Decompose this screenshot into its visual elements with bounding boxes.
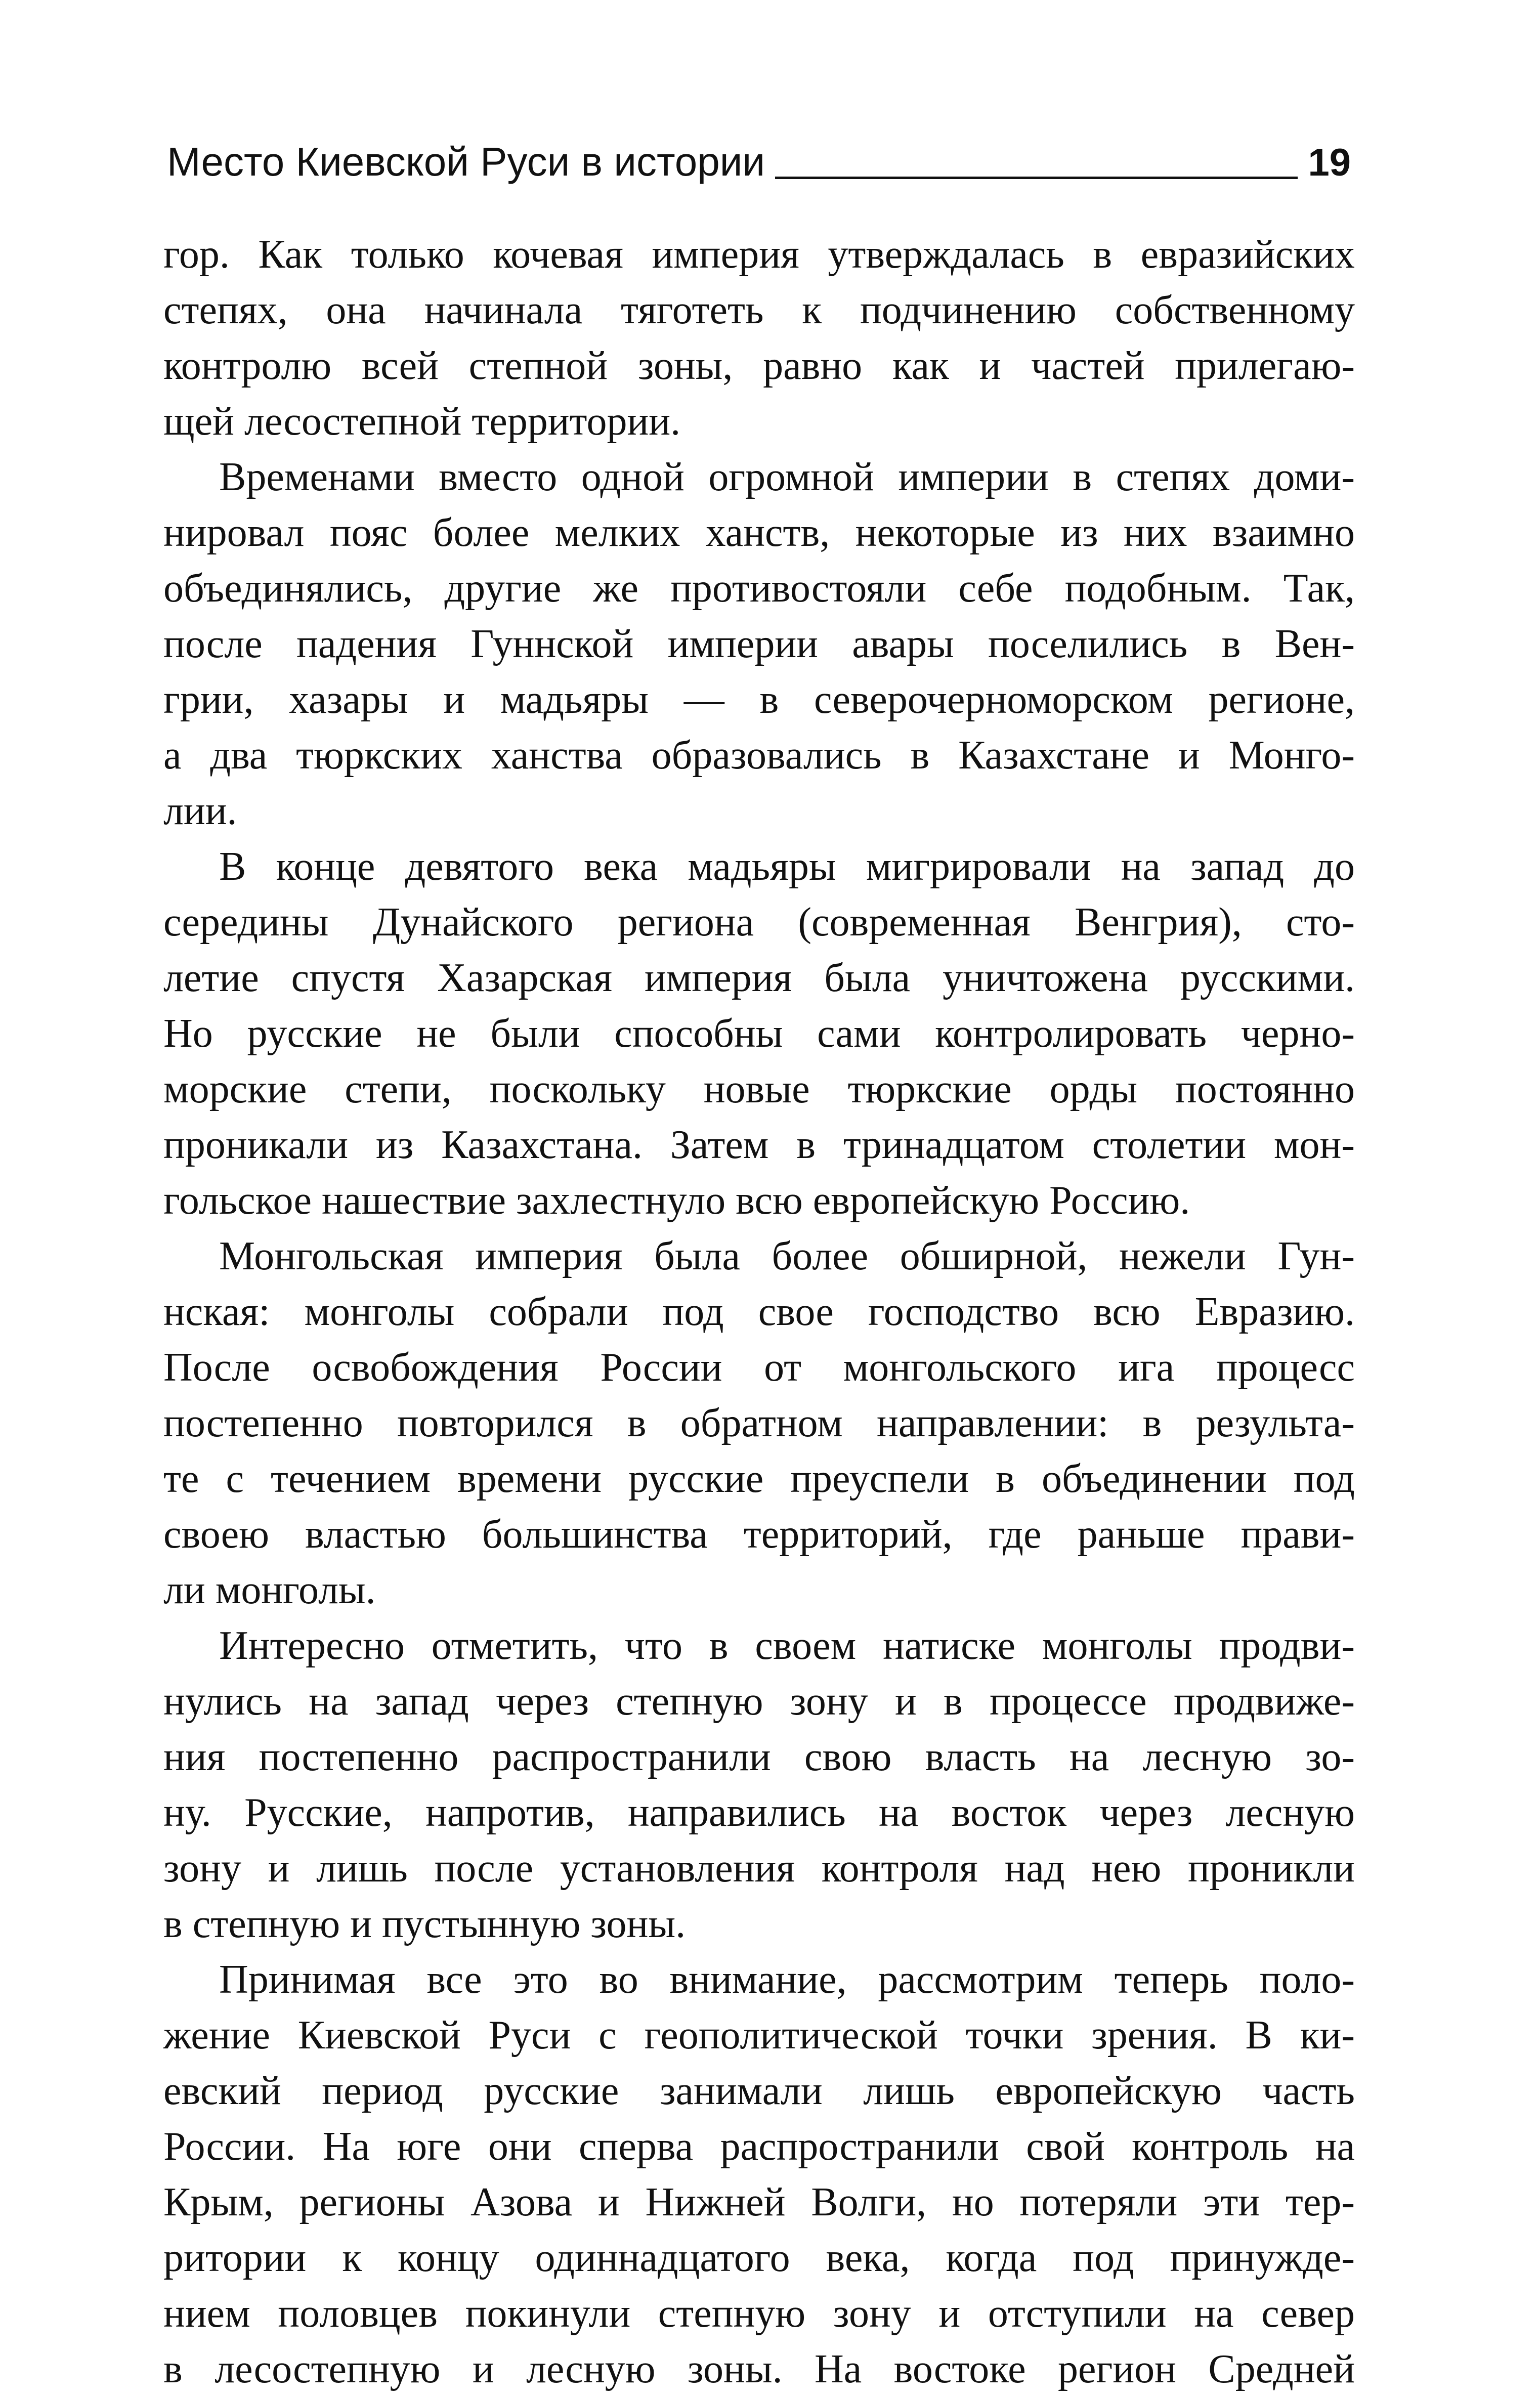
text-line: В конце девятого века мадьяры мигрировали на запад до xyxy=(219,844,1355,889)
text-line: России. На юге они сперва распространили свой контроль на xyxy=(163,2124,1355,2169)
text-line: морские степи, поскольку новые тюркские орды постоянно xyxy=(163,1067,1355,1111)
paragraph-3 xyxy=(163,839,1355,1228)
text-line: После освобождения России от монгольского ига процесс xyxy=(163,1345,1355,1390)
text-line: нием половцев покинули степную зону и отступили на север xyxy=(163,2291,1355,2336)
text-line: ну. Русские, напротив, направились на восток через лесную xyxy=(163,1790,1355,1835)
text-line: Принимая все это во внимание, рассмотрим теперь поло- xyxy=(219,1957,1355,2002)
text-line: в лесостепную и лесную зоны. На востоке регион Средней xyxy=(163,2347,1355,2391)
text-line: нировал пояс более мелких ханств, некоторые из них взаимно xyxy=(163,510,1355,555)
text-line: степях, она начинала тяготеть к подчинению собственному xyxy=(163,288,1355,332)
running-header-title: Место Киевской Руси в истории xyxy=(167,139,765,184)
text-line: после падения Гуннской империи авары поселились в Вен- xyxy=(163,622,1355,666)
text-line: Интересно отметить, что в своем натиске монголы продви- xyxy=(219,1623,1355,1668)
text-line: евский период русские занимали лишь европейскую часть xyxy=(163,2069,1355,2113)
text-line: в степную и пустынную зоны. xyxy=(163,1902,686,1946)
text-line: ли монголы. xyxy=(163,1568,376,1612)
text-line: жение Киевской Руси с геополитической точки зрения. В ки- xyxy=(163,2013,1355,2058)
text-line: ритории к концу одиннадцатого века, когда под принужде- xyxy=(163,2236,1355,2280)
paragraph-2 xyxy=(163,449,1355,839)
text-line: летие спустя Хазарская империя была уничтожена русскими. xyxy=(163,956,1355,1000)
text-line: ния постепенно распространили свою власть на лесную зо- xyxy=(163,1735,1355,1779)
page-number: 19 xyxy=(1308,141,1351,184)
body-text xyxy=(163,227,1355,2397)
text-line: лии. xyxy=(163,789,237,833)
text-line: грии, хазары и мадьяры — в северочерноморском регионе, xyxy=(163,677,1355,722)
text-line: те с течением времени русские преуспели в объединении под xyxy=(163,1457,1355,1501)
text-line: середины Дунайского региона (современная Венгрия), сто- xyxy=(163,900,1355,945)
running-header xyxy=(167,126,1351,182)
text-line: гор. Как только кочевая империя утверждалась в евразийских xyxy=(163,232,1355,277)
text-line: Но русские не были способны сами контролировать черно- xyxy=(163,1011,1355,1056)
text-line: нулись на запад через степную зону и в процессе продвиже- xyxy=(163,1679,1355,1724)
text-line: проникали из Казахстана. Затем в тринадцатом столетии мон- xyxy=(163,1123,1355,1167)
text-line: своею властью большинства территорий, где раньше прави- xyxy=(163,1512,1355,1557)
text-line: постепенно повторился в обратном направлении: в результа- xyxy=(163,1401,1355,1445)
paragraph-6 xyxy=(163,1952,1355,2397)
paragraph-5 xyxy=(163,1618,1355,1952)
text-line: а два тюркских ханства образовались в Казахстане и Монго- xyxy=(163,733,1355,778)
text-line: Крым, регионы Азова и Нижней Волги, но потеряли эти тер- xyxy=(163,2180,1355,2224)
text-line: контролю всей степной зоны, равно как и частей прилегаю- xyxy=(163,344,1355,388)
paragraph-1 xyxy=(163,227,1355,449)
text-line: нская: монголы собрали под свое господство всю Евразию. xyxy=(163,1290,1355,1334)
text-line: зону и лишь после установления контроля над нею проникли xyxy=(163,1846,1355,1891)
text-line: гольское нашествие захлестнуло всю европейскую Россию. xyxy=(163,1178,1190,1223)
header-rule xyxy=(775,177,1298,179)
text-line: Временами вместо одной огромной империи в степях доми- xyxy=(219,455,1355,499)
text-line: щей лесостепной территории. xyxy=(163,399,681,444)
paragraph-4 xyxy=(163,1228,1355,1618)
text-line: Монгольская империя была более обширной, нежели Гун- xyxy=(219,1234,1355,1278)
text-line: объединялись, другие же противостояли себе подобным. Так, xyxy=(163,566,1355,611)
